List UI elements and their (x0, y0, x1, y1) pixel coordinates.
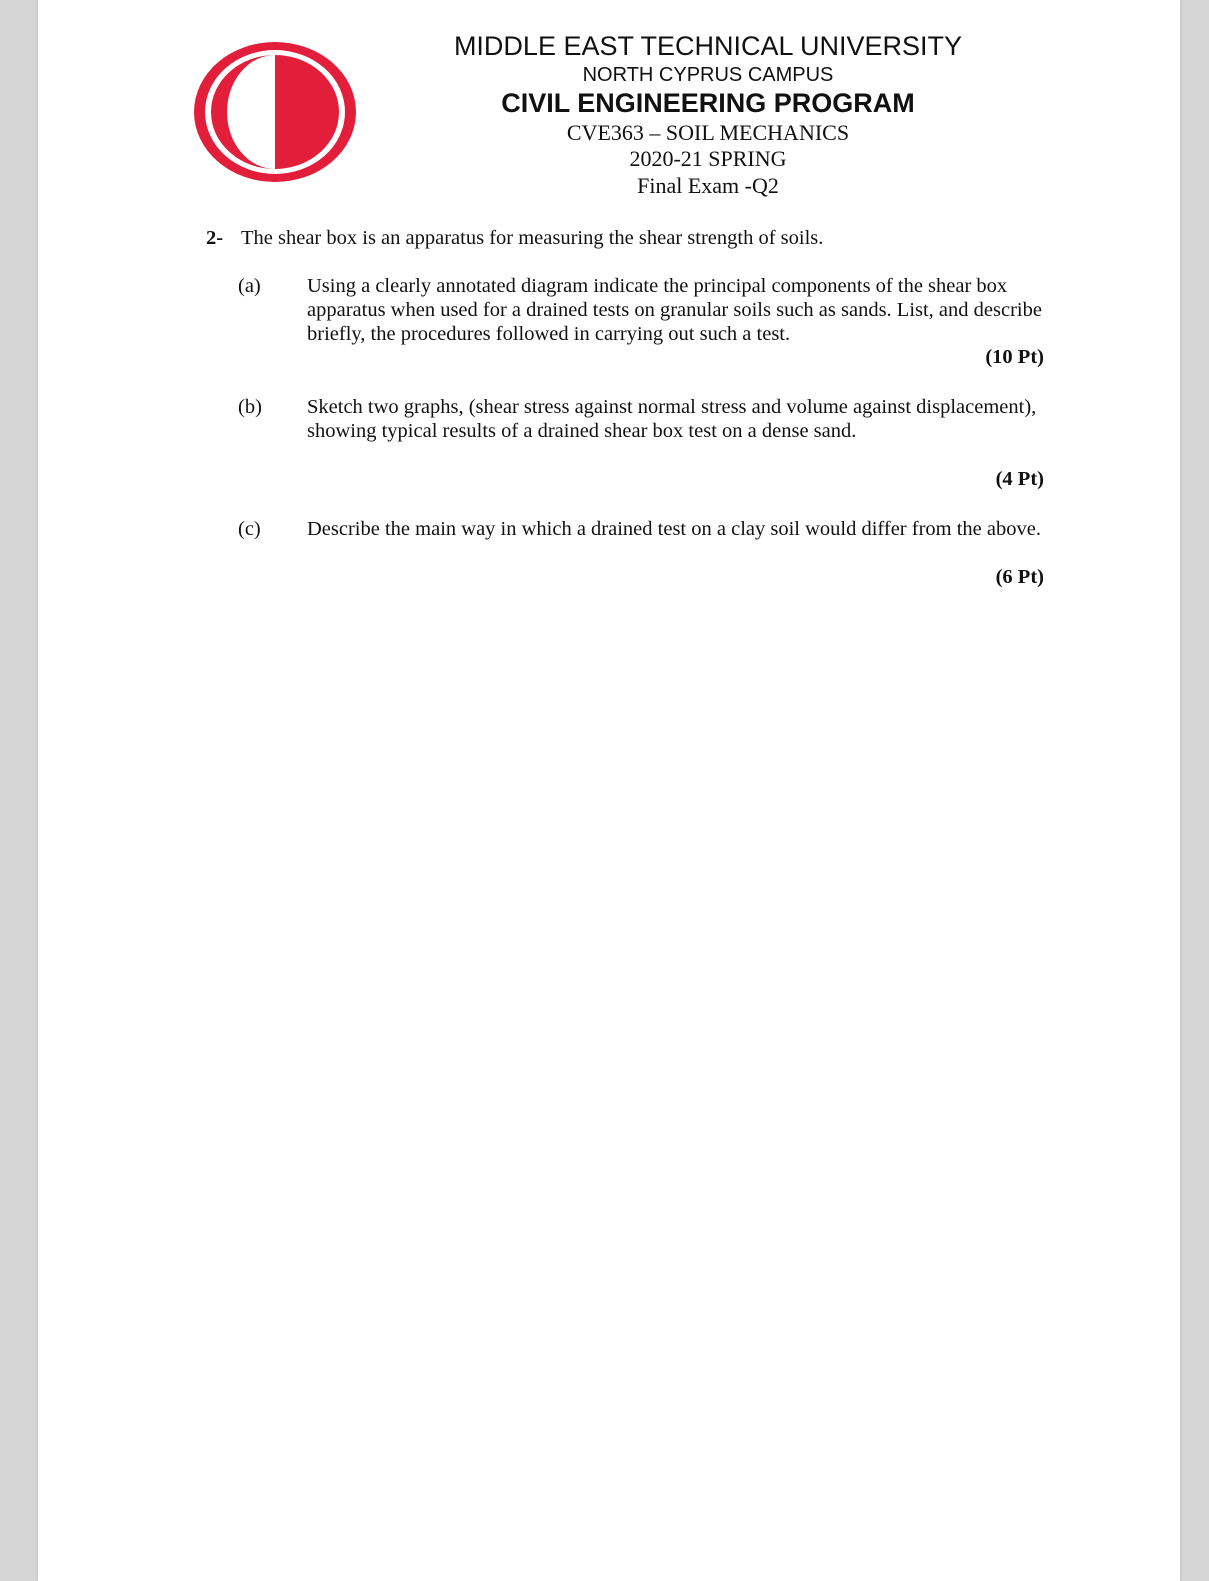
question-intro: The shear box is an apparatus for measuring the shear strength of soils. (241, 227, 824, 249)
part-label: (c) (238, 518, 261, 540)
part-text: Describe the main way in which a drained test on a clay soil would differ from the above. (307, 518, 1041, 540)
part-text: Sketch two graphs, (shear stress against normal stress and volume against displacement), showing typical results of a drained shear box test on a dense sand. (307, 396, 1037, 442)
part-points: (4 Pt) (995, 468, 1044, 490)
program-title: CIVIL ENGINEERING PROGRAM (501, 88, 915, 118)
part-label: (a) (238, 275, 261, 297)
metu-logo-icon (193, 40, 358, 185)
course-title: CVE363 – SOIL MECHANICS (566, 120, 850, 145)
part-points: (10 Pt) (985, 346, 1044, 368)
part-points: (6 Pt) (995, 566, 1044, 588)
part-text: Using a clearly annotated diagram indicate the principal components of the shear box apparatus when used for a drained tests on granular soils such as sands. List, and describe briefly, the procedures followed in carrying out such a test. (307, 275, 1042, 345)
exam-title: Final Exam -Q2 (637, 173, 779, 198)
university-title: MIDDLE EAST TECHNICAL UNIVERSITY (453, 31, 963, 61)
campus-title: NORTH CYPRUS CAMPUS (582, 64, 834, 86)
term-title: 2020-21 SPRING (629, 146, 787, 171)
exam-page (38, 0, 1180, 1581)
part-label: (b) (238, 396, 262, 418)
question-number: 2- (206, 227, 224, 249)
